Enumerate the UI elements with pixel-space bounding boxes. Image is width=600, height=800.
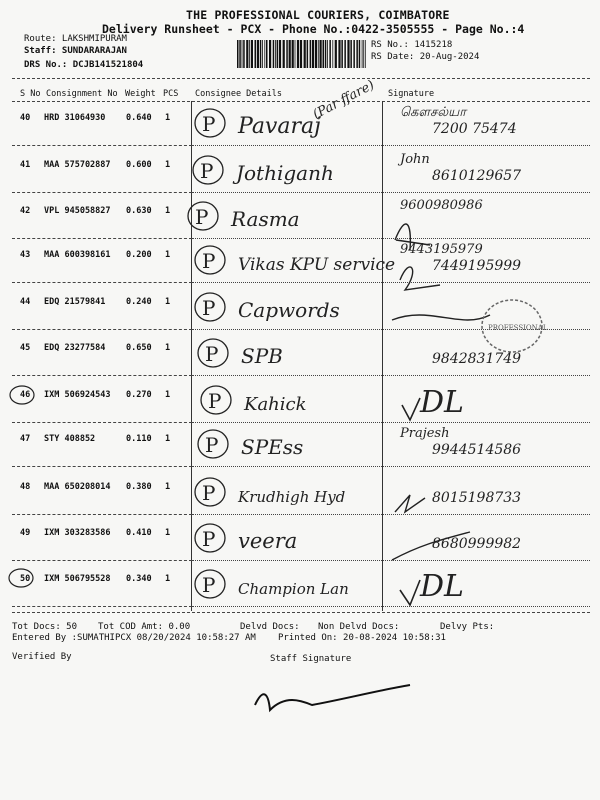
col-weight: Weight — [125, 89, 156, 99]
signature-number: 9944514586 — [432, 442, 522, 458]
company-title: THE PROFESSIONAL COURIERS, COIMBATORE — [186, 8, 450, 22]
col-signature: Signature — [388, 89, 435, 99]
consignee-handwritten: Kahick — [244, 394, 307, 415]
cell-consignment: MAA 650208014 — [44, 482, 111, 492]
cell-consignment: HRD 31064930 — [44, 113, 106, 123]
consignee-handwritten: Krudhigh Hyd — [238, 488, 346, 506]
cell-consignment: IXM 506795528 — [44, 574, 111, 584]
signature-number: 9842831749 — [432, 351, 522, 367]
cell-weight: 0.380 — [126, 482, 152, 492]
entered-by: Entered By :SUMATHIPCX 08/20/2024 10:58:27 AM — [12, 633, 256, 643]
signature-number: 8610129657 — [432, 168, 522, 184]
delivery-mark: P — [202, 527, 216, 551]
cell-sno: 49 — [20, 528, 31, 538]
printed-on: Printed On: 20-08-2024 10:58:31 — [278, 633, 446, 643]
consignee-handwritten: Rasma — [231, 207, 300, 231]
rs-number: RS No.: 1415218 — [371, 40, 453, 50]
cell-weight: 0.600 — [126, 160, 152, 170]
cell-consignment: EDQ 23277584 — [44, 343, 106, 353]
col-pcs: PCS — [163, 89, 179, 99]
signature-text: Prajesh — [400, 426, 450, 441]
delivery-mark: P — [195, 205, 209, 229]
cell-weight: 0.650 — [126, 343, 152, 353]
cell-pcs: 1 — [165, 206, 171, 216]
signature-number: 7200 75474 — [432, 121, 517, 137]
signature-text: கௌசல்யா — [400, 105, 467, 120]
signature-text: DL — [420, 569, 464, 604]
consignee-handwritten: veera — [238, 529, 298, 553]
delivery-points: Delvy Pts: — [440, 622, 495, 632]
cell-consignment: IXM 506924543 — [44, 390, 111, 400]
verified-by: Verified By — [12, 652, 72, 662]
cell-sno: 50 — [20, 574, 31, 584]
sno-circle — [9, 569, 33, 587]
non-delivered-docs: Non Delvd Docs: — [318, 622, 400, 632]
cell-consignment: IXM 303283586 — [44, 528, 111, 538]
cell-pcs: 1 — [165, 160, 171, 170]
cell-sno: 45 — [20, 343, 31, 353]
delivery-mark: P — [200, 159, 214, 183]
cell-sno: 46 — [20, 390, 31, 400]
col-consignment: Consignment No — [46, 89, 118, 99]
consignee-handwritten: Pavaraj — [238, 114, 321, 139]
cell-weight: 0.110 — [126, 434, 152, 444]
delivery-mark: P — [208, 389, 222, 413]
col-sno: S No — [20, 89, 41, 99]
sno-circle — [10, 386, 34, 404]
consignee-handwritten: SPB — [241, 344, 283, 368]
staff-signature-label: Staff Signature — [270, 654, 352, 664]
cell-pcs: 1 — [165, 528, 171, 538]
signature-scribble — [392, 315, 490, 320]
signature-text: DL — [420, 385, 464, 420]
cell-sno: 43 — [20, 250, 31, 260]
consignee-handwritten: Vikas KPU service — [238, 255, 396, 275]
signature-number: 8680999982 — [432, 536, 522, 552]
cell-sno: 47 — [20, 434, 31, 444]
signature-check — [402, 398, 420, 420]
consignee-handwritten: Champion Lan — [238, 580, 349, 598]
drs-number: DRS No.: DCJB141521804 — [24, 60, 144, 70]
staff-signature-scribble — [255, 685, 410, 710]
delivery-mark: P — [205, 342, 219, 366]
cell-weight: 0.410 — [126, 528, 152, 538]
route-label: Route: LAKSHMIPURAM — [24, 34, 127, 44]
stamp-text: PROFESSIONAL — [488, 324, 548, 332]
cell-weight: 0.270 — [126, 390, 152, 400]
delivery-mark: P — [205, 433, 219, 457]
cell-pcs: 1 — [165, 343, 171, 353]
delivery-mark: P — [202, 249, 216, 273]
cell-consignment: MAA 575702887 — [44, 160, 111, 170]
consignee-handwritten: SPEss — [241, 435, 304, 459]
consignee-handwritten: Capwords — [238, 298, 340, 322]
delivery-mark: P — [202, 296, 216, 320]
cell-consignment: MAA 600398161 — [44, 250, 111, 260]
cell-pcs: 1 — [165, 434, 171, 444]
runsheet-subtitle: Delivery Runsheet - PCX - Phone No.:0422-3505555 - Page No.:4 — [102, 22, 525, 36]
cell-consignment: VPL 945058827 — [44, 206, 111, 216]
cell-sno: 42 — [20, 206, 31, 216]
delivery-mark: P — [202, 481, 216, 505]
cell-pcs: 1 — [165, 574, 171, 584]
signature-text: 9443195979 — [400, 242, 483, 257]
cell-pcs: 1 — [165, 250, 171, 260]
total-cod: Tot COD Amt: 0.00 — [98, 622, 191, 632]
cell-pcs: 1 — [165, 390, 171, 400]
margin-annotation: (Par ffare) — [310, 77, 378, 123]
cell-weight: 0.630 — [126, 206, 152, 216]
col-consignee: Consignee Details — [195, 89, 282, 99]
cell-consignment: EDQ 21579841 — [44, 297, 106, 307]
consignee-handwritten: Jothiganh — [236, 161, 334, 185]
cell-sno: 41 — [20, 160, 31, 170]
rs-date: RS Date: 20-Aug-2024 — [371, 52, 480, 62]
signature-number: 7449195999 — [432, 258, 522, 274]
cell-sno: 48 — [20, 482, 31, 492]
delivery-mark: P — [202, 112, 216, 136]
cell-weight: 0.340 — [126, 574, 152, 584]
cell-sno: 40 — [20, 113, 31, 123]
signature-text: John — [400, 152, 430, 167]
signature-text: 9600980986 — [400, 198, 483, 213]
cell-weight: 0.240 — [126, 297, 152, 307]
cell-pcs: 1 — [165, 113, 171, 123]
staff-label: Staff: SUNDARARAJAN — [24, 46, 127, 56]
signature-number: 8015198733 — [432, 490, 522, 506]
cell-consignment: STY 408852 — [44, 434, 96, 444]
delivery-mark: P — [202, 573, 216, 597]
total-docs: Tot Docs: 50 — [12, 622, 78, 632]
cell-sno: 44 — [20, 297, 31, 307]
cell-pcs: 1 — [165, 297, 171, 307]
cell-weight: 0.640 — [126, 113, 152, 123]
cell-pcs: 1 — [165, 482, 171, 492]
signature-check — [400, 580, 420, 605]
signature-scribble — [395, 495, 425, 512]
cell-weight: 0.200 — [126, 250, 152, 260]
delivered-docs: Delvd Docs: — [240, 622, 300, 632]
